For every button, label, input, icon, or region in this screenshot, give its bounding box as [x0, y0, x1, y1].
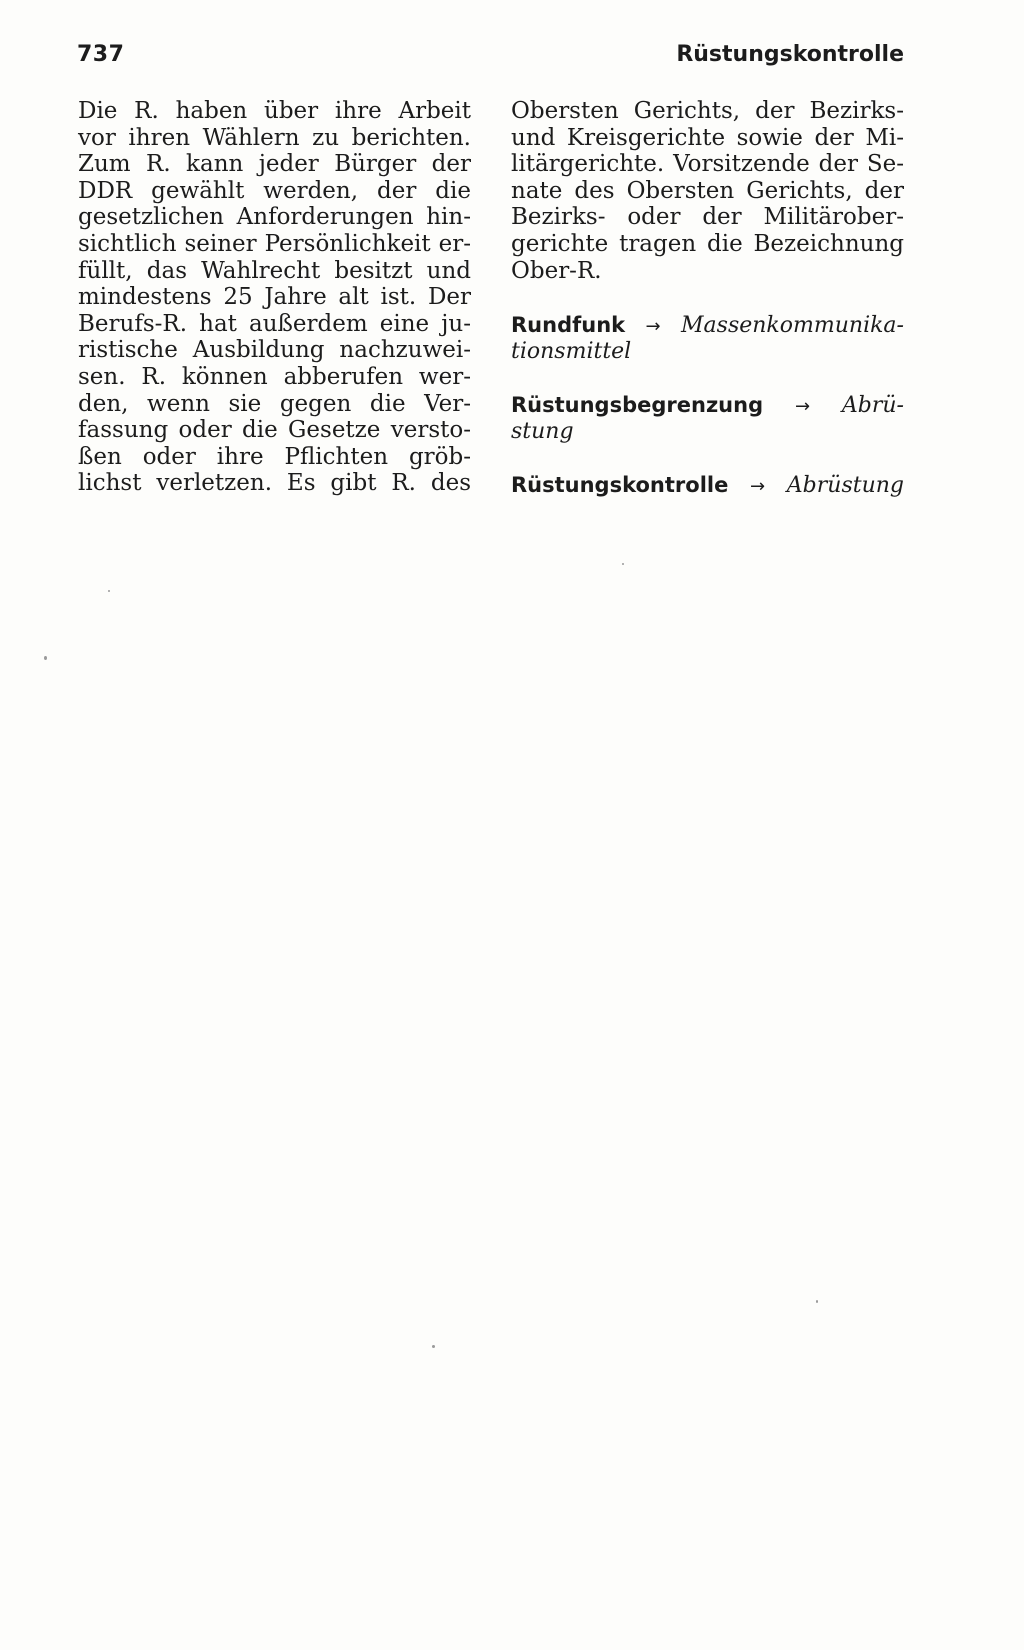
paper-speck [44, 656, 47, 660]
cross-reference-arrow-icon: → [645, 316, 661, 337]
running-head: Rüstungskontrolle [676, 42, 904, 67]
text-line: DDR gewählt werden, der die [78, 177, 471, 204]
paper-speck [816, 1300, 818, 1303]
text-line: ristische Ausbildung nachzuwei- [78, 337, 471, 364]
text-line: den, wenn sie gegen die Ver- [78, 390, 471, 417]
paper-speck [108, 590, 110, 592]
entry-ruestungskontrolle [511, 472, 904, 499]
text-line: ßen oder ihre Pflichten gröb- [78, 443, 471, 470]
text-line: vor ihren Wählern zu berichten. [78, 124, 471, 151]
text-line: gesetzlichen Anforderungen hin- [78, 204, 471, 231]
text-line: sen. R. können abberufen wer- [78, 363, 471, 390]
text-line: litärgerichte. Vorsitzende der Se- [511, 151, 904, 178]
text-line: Obersten Gerichts, der Bezirks- [511, 98, 904, 124]
cross-reference: Abrü- [841, 393, 904, 418]
paper-speck [622, 563, 624, 565]
left-text-column [78, 98, 471, 497]
text-line: Zum R. kann jeder Bürger der [78, 151, 471, 178]
cross-reference-continued: stung [511, 418, 574, 444]
right-text-column [511, 98, 904, 284]
cross-reference-continued: tionsmittel [511, 338, 632, 364]
entry-ruestungsbegrenzung [511, 392, 904, 445]
page-number: 737 [77, 42, 125, 67]
cross-reference-arrow-icon: → [794, 396, 811, 417]
entry-lemma: Rundfunk [511, 313, 626, 337]
text-line: lichst verletzen. Es gibt R. des [78, 470, 471, 497]
cross-reference-arrow-icon: → [750, 476, 766, 497]
text-line: gerichte tragen die Bezeichnung [511, 230, 904, 257]
entry-lemma: Rüstungskontrolle [511, 473, 729, 497]
text-line: Die R. haben über ihre Arbeit [78, 98, 471, 124]
text-line: mindestens 25 Jahre alt ist. Der [78, 284, 471, 311]
text-line: füllt, das Wahlrecht besitzt und [78, 257, 471, 284]
text-line: Ober-R. [511, 257, 602, 284]
text-line: und Kreisgerichte sowie der Mi- [511, 124, 904, 151]
text-line: sichtlich seiner Persönlichkeit er- [78, 230, 471, 257]
paper-speck [432, 1345, 435, 1348]
cross-reference: Massenkommunika- [681, 313, 904, 338]
entry-lemma: Rüstungsbegrenzung [511, 393, 764, 417]
cross-reference: Abrüstung [786, 473, 904, 498]
text-line: Bezirks- oder der Militärober- [511, 204, 904, 231]
text-line: fassung oder die Gesetze versto- [78, 417, 471, 444]
text-line: nate des Obersten Gerichts, der [511, 177, 904, 204]
entry-rundfunk [511, 312, 904, 365]
text-line: Berufs-R. hat außerdem eine ju- [78, 310, 471, 337]
